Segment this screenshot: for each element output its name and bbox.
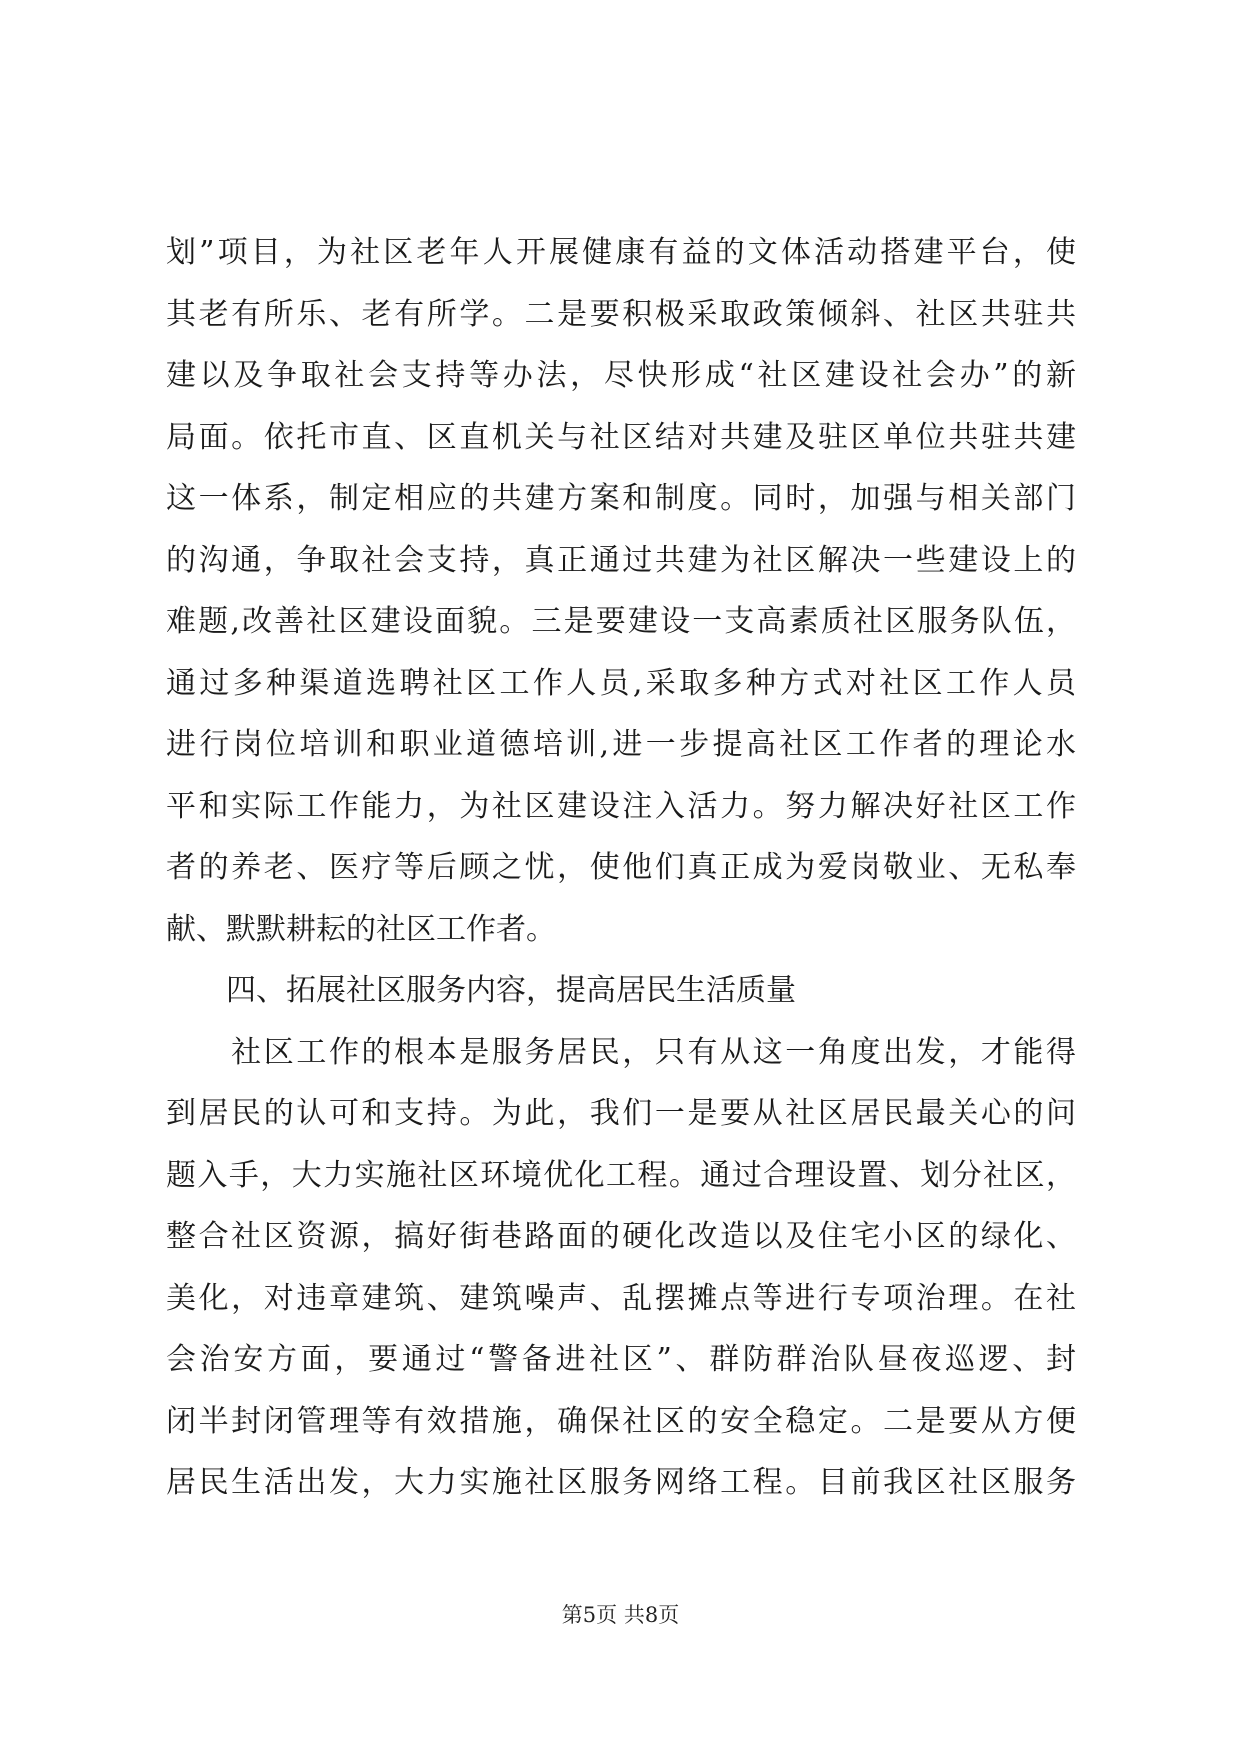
section-heading: 四、拓展社区服务内容，提高居民生活质量: [166, 973, 796, 1008]
text-line: 者的养老、医疗等后顾之忧，使他们真正成为爱岗敬业、无私奉: [166, 850, 1076, 885]
text-line: 社区工作的根本是服务居民，只有从这一角度出发，才能得: [166, 1034, 1076, 1070]
text-line: 建以及争取社会支持等办法，尽快形成“社区建设社会办”的新: [166, 358, 1076, 393]
text-line: 会治安方面，要通过“警备进社区”、群防群治队昼夜巡逻、封: [166, 1342, 1076, 1377]
text-line: 居民生活出发，大力实施社区服务网络工程。目前我区社区服务: [166, 1465, 1076, 1500]
text-line: 平和实际工作能力，为社区建设注入活力。努力解决好社区工作: [166, 788, 1076, 824]
text-line: 整合社区资源，搞好街巷路面的硬化改造以及住宅小区的绿化、: [166, 1219, 1076, 1254]
text-line: 局面。依托市直、区直机关与社区结对共建及驻区单位共驻共建: [166, 419, 1076, 455]
text-line: 其老有所乐、老有所学。二是要积极采取政策倾斜、社区共驻共: [166, 296, 1076, 332]
body-text: [166, 222, 1076, 1514]
page-footer: 第5页 共8页: [561, 1603, 680, 1627]
text-line: 到居民的认可和支持。为此，我们一是要从社区居民最关心的问: [166, 1096, 1076, 1131]
text-line: 美化，对违章建筑、建筑噪声、乱摆摊点等进行专项治理。在社: [166, 1280, 1076, 1316]
text-line: 难题,改善社区建设面貌。三是要建设一支高素质社区服务队伍，: [166, 604, 1076, 639]
text-line: 的沟通，争取社会支持，真正通过共建为社区解决一些建设上的: [166, 542, 1076, 578]
text-line: 这一体系，制定相应的共建方案和制度。同时，加强与相关部门: [166, 481, 1076, 516]
text-line: 题入手，大力实施社区环境优化工程。通过合理设置、划分社区，: [166, 1157, 1076, 1193]
text-line: 进行岗位培训和职业道德培训,进一步提高社区工作者的理论水: [166, 727, 1076, 762]
text-line: 献、默默耕耘的社区工作者。: [166, 911, 556, 947]
text-line: 通过多种渠道选聘社区工作人员,采取多种方式对社区工作人员: [166, 665, 1076, 701]
text-line: 划”项目，为社区老年人开展健康有益的文体活动搭建平台，使: [166, 235, 1076, 270]
text-line: 闭半封闭管理等有效措施，确保社区的安全稳定。二是要从方便: [166, 1403, 1076, 1439]
